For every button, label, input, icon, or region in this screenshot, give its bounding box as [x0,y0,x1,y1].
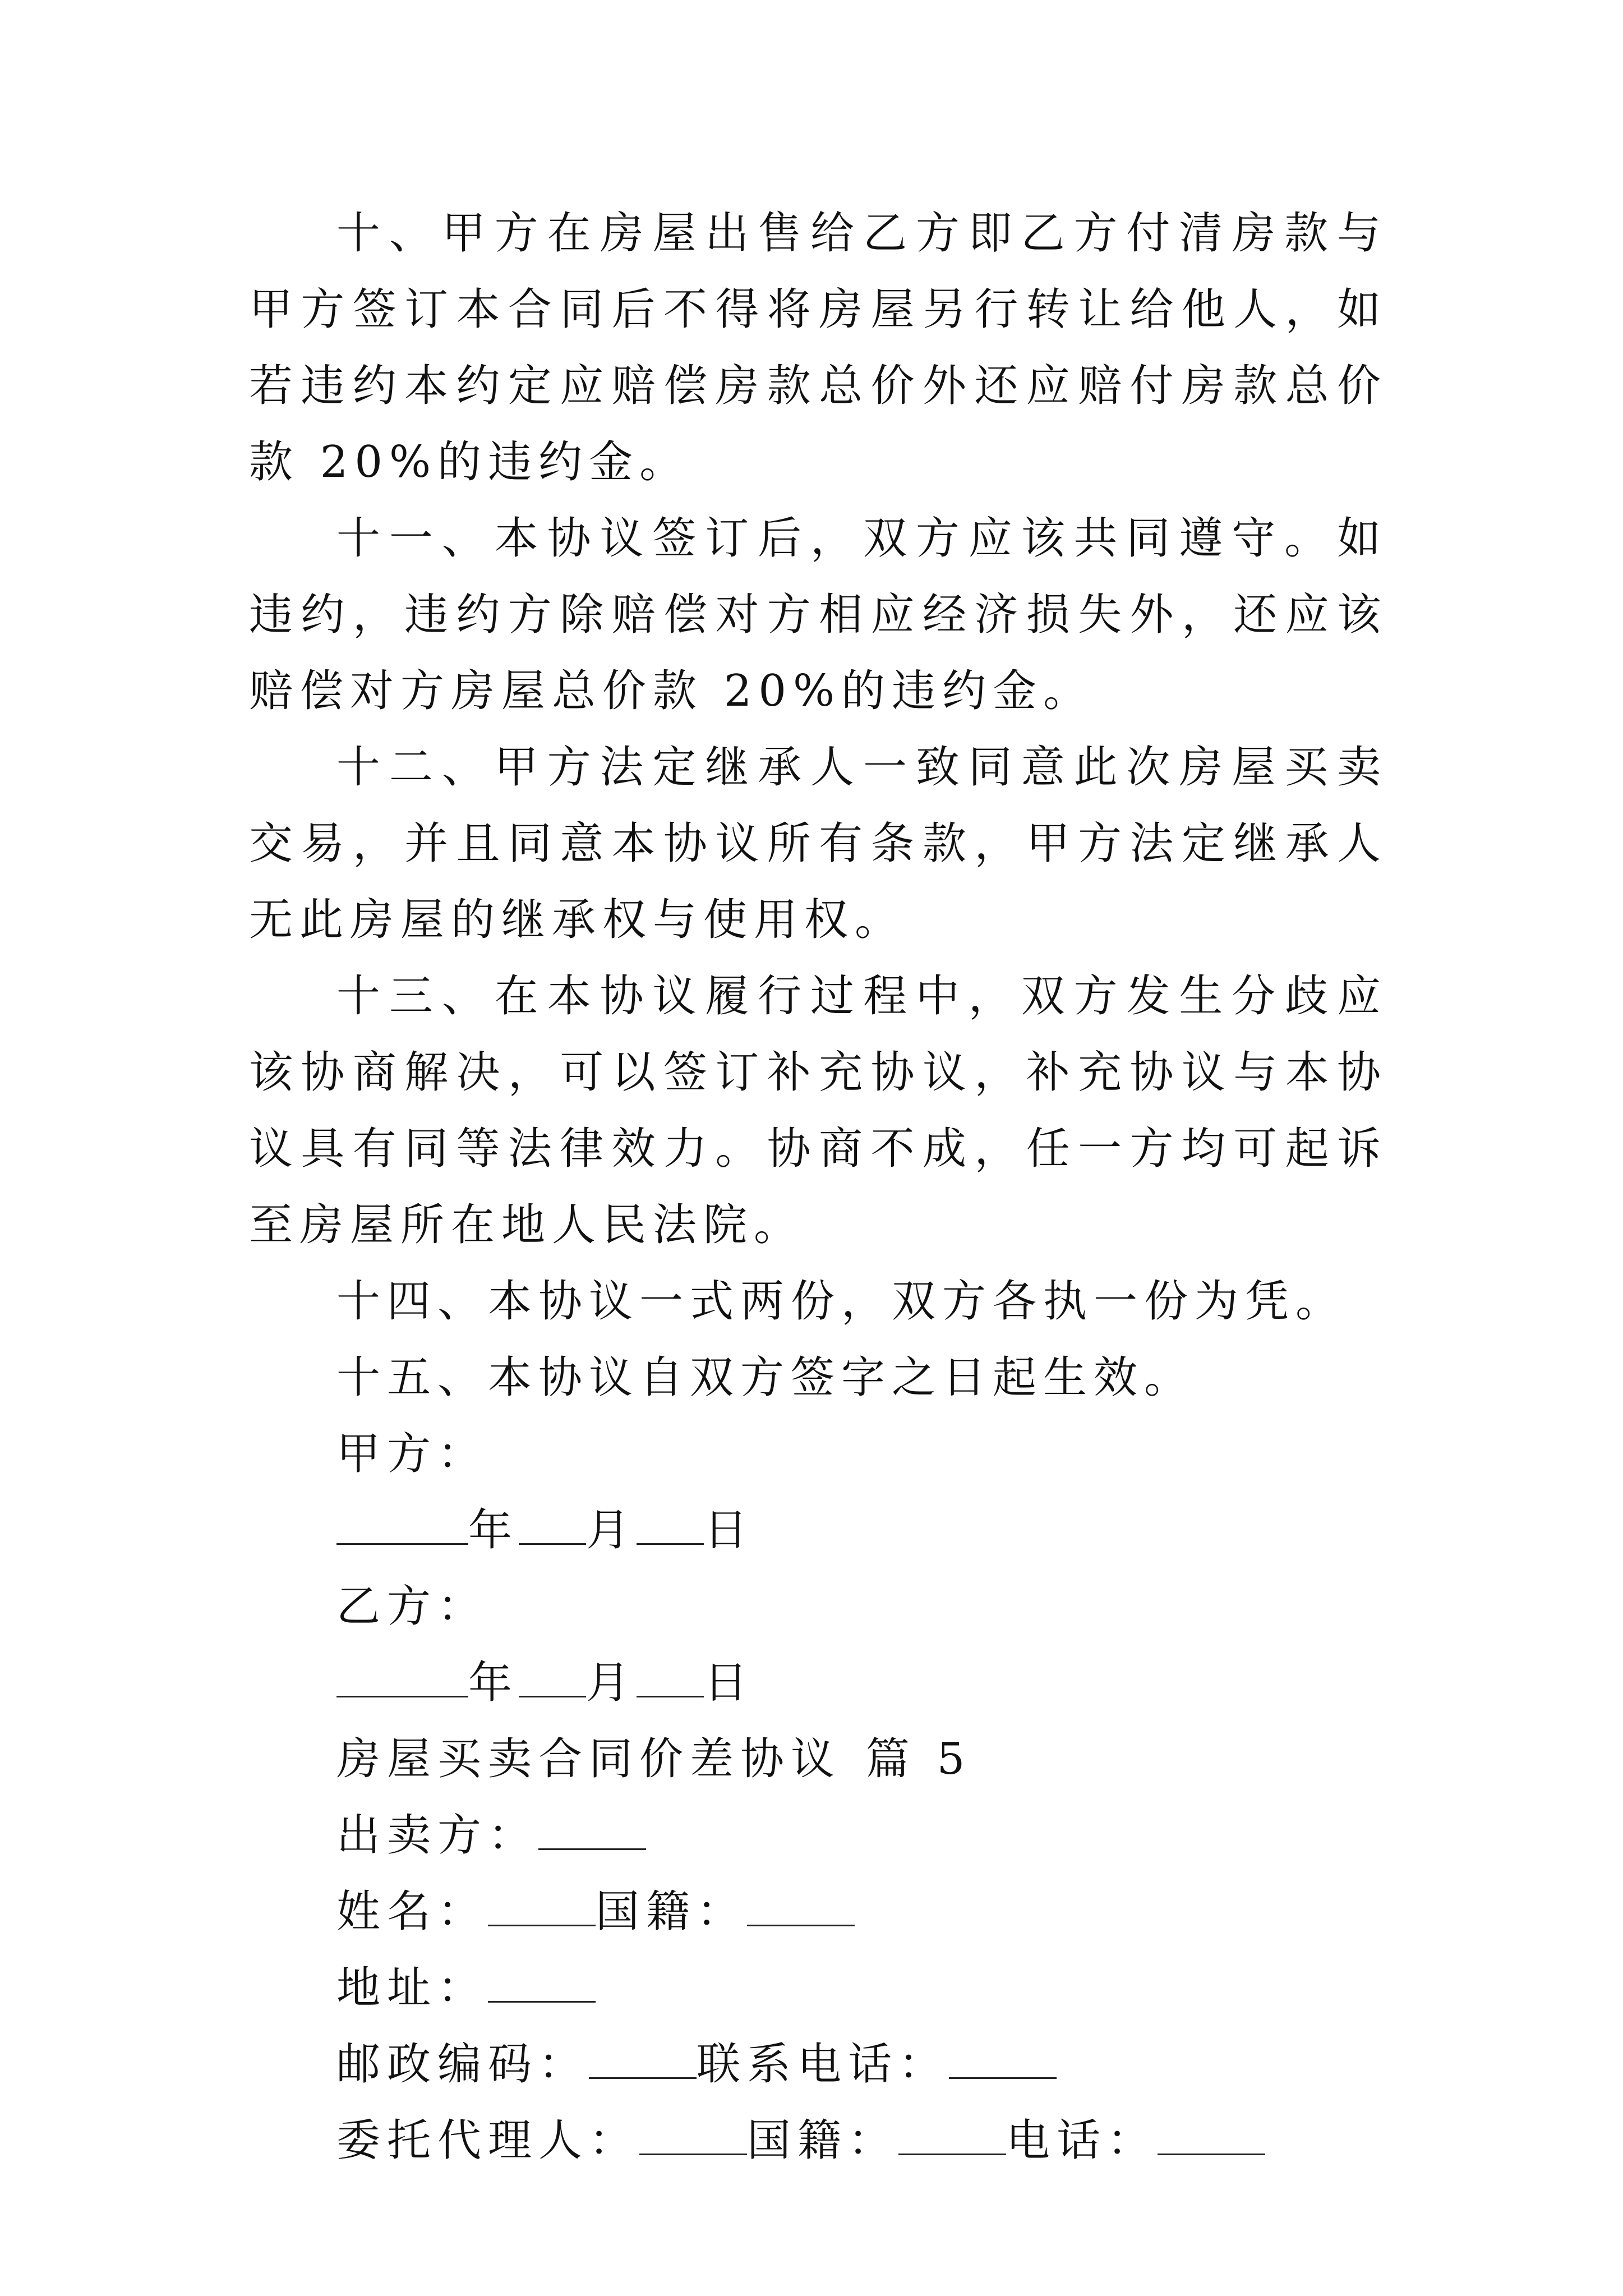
seller-line [249,1797,1387,1874]
clause-10: 十、甲方在房屋出售给乙方即乙方付清房款与甲方签订本合同后不得将房屋另行转让给他人，如若违约本约定应赔偿房款总价外还应赔付房款总价款 20%的违约金。 [249,208,1387,487]
clause-11: 十一、本协议签订后，双方应该共同遵守。如违约，违约方除赔偿对方相应经济损失外，还应该赔偿对方房屋总价款 20%的违约金。 [249,513,1387,716]
party-b-line [249,1568,1387,1645]
seller-blank [538,1809,646,1850]
month-blank [519,1504,586,1545]
party-a-label: 甲方： [336,1429,488,1479]
party-a-date-line [249,1492,1387,1568]
month-blank [519,1657,586,1697]
agent-blank [639,2114,747,2155]
agent-phone-label: 电话： [1006,2115,1158,2166]
address-label: 地址： [336,1963,488,2013]
year-blank [336,1504,468,1545]
day-label: 日 [704,1505,755,1556]
month-label: 月 [586,1505,637,1556]
clause-13: 十三、在本协议履行过程中，双方发生分歧应该协商解决，可以签订补充协议，补充协议与本协议具有同等法律效力。协商不成，任一方均可起诉至房屋所在地人民法院。 [249,971,1387,1250]
clause-12: 十二、甲方法定继承人一致同意此次房屋买卖交易，并且同意本协议所有条款，甲方法定继承人无此房屋的继承权与使用权。 [249,742,1387,945]
party-a-line [249,1416,1387,1492]
nationality-blank [747,1885,855,1926]
postcode-line [249,2026,1387,2102]
agent-label: 委托代理人： [336,2115,640,2166]
day-label: 日 [704,1658,755,1708]
contact-phone-label: 联系电话： [697,2039,949,2090]
party-b-date-line [249,1645,1387,1721]
contact-phone-blank [949,2038,1057,2079]
party-b-label: 乙方： [336,1581,488,1632]
year-label: 年 [468,1658,519,1708]
address-line [249,1950,1387,2026]
nationality-label: 国籍： [596,1887,748,1937]
agent-nationality-blank [898,2114,1006,2155]
section-number: 篇 5 [866,1734,972,1784]
section-title: 房屋买卖合同价差协议 [336,1734,842,1784]
seller-label: 出卖方： [336,1810,539,1861]
name-label: 姓名： [336,1887,488,1937]
address-blank [488,1962,596,2003]
postcode-blank [589,2038,697,2079]
name-line [249,1874,1387,1950]
month-label: 月 [586,1658,637,1708]
agent-phone-blank [1158,2114,1265,2155]
year-blank [336,1657,468,1697]
day-blank [637,1657,704,1697]
postcode-label: 邮政编码： [336,2039,589,2090]
name-blank [488,1885,596,1926]
section-heading [249,1721,1387,1797]
clause-14: 十四、本协议一式两份，双方各执一份为凭。 [336,1276,1347,1327]
agent-nationality-label: 国籍： [747,2115,899,2166]
day-blank [637,1504,704,1545]
document-body [249,195,1387,2179]
year-label: 年 [468,1505,519,1556]
agent-line [249,2102,1387,2179]
clause-15: 十五、本协议自双方签字之日起生效。 [336,1352,1195,1403]
